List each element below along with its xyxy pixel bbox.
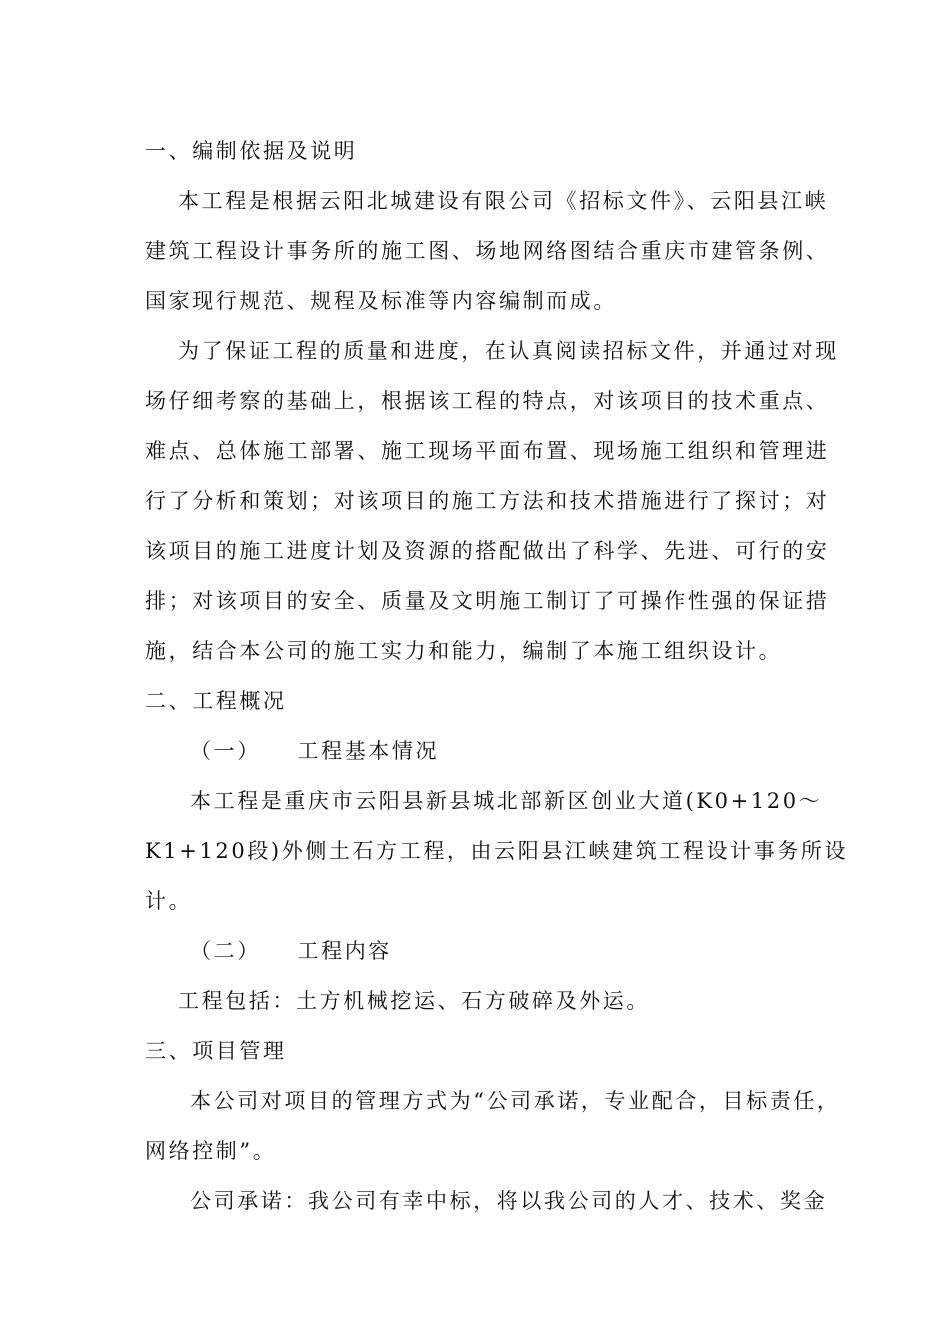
heading-3: 三、项目管理	[145, 1039, 287, 1063]
paragraph-line: 建筑工程设计事务所的施工图、场地网络图结合重庆市建管条例、	[145, 239, 830, 263]
paragraph-line: 排；对该项目的安全、质量及文明施工制订了可操作性强的保证措	[145, 589, 830, 613]
subheading-1: （一） 工程基本情况	[190, 739, 440, 763]
paragraph-line: 工程包括：土方机械挖运、石方破碎及外运。	[178, 989, 650, 1013]
paragraph-line: 难点、总体施工部署、施工现场平面布置、现场施工组织和管理进	[145, 439, 830, 463]
paragraph-line: 为了保证工程的质量和进度，在认真阅读招标文件，并通过对现	[178, 339, 839, 363]
paragraph-line: K1+120段)外侧土石方工程，由云阳县江峡建筑工程设计事务所设	[145, 839, 849, 863]
paragraph-line: 计。	[145, 889, 193, 913]
paragraph-line: 本工程是重庆市云阳县新县城北部新区创业大道(K0+120～	[190, 789, 823, 813]
paragraph-line: 该项目的施工进度计划及资源的搭配做出了科学、先进、可行的安	[145, 539, 830, 563]
heading-2: 二、工程概况	[145, 689, 287, 713]
paragraph-line: 施，结合本公司的施工实力和能力，编制了本施工组织设计。	[145, 639, 783, 663]
paragraph-line: 场仔细考察的基础上，根据该工程的特点，对该项目的技术重点、	[145, 389, 830, 413]
paragraph-line: 公司承诺：我公司有幸中标，将以我公司的人才、技术、奖金	[190, 1189, 828, 1213]
subheading-2: （二） 工程内容	[190, 939, 392, 963]
paragraph-line: 网络控制”。	[145, 1139, 277, 1163]
paragraph-line: 本公司对项目的管理方式为“公司承诺，专业配合，目标责任，	[190, 1089, 841, 1113]
paragraph-line: 本工程是根据云阳北城建设有限公司《招标文件》、云阳县江峡	[178, 189, 829, 213]
paragraph-line: 行了分析和策划；对该项目的施工方法和技术措施进行了探讨；对	[145, 489, 830, 513]
paragraph-line: 国家现行规范、规程及标准等内容编制而成。	[145, 289, 617, 313]
heading-1: 一、编制依据及说明	[145, 139, 358, 163]
